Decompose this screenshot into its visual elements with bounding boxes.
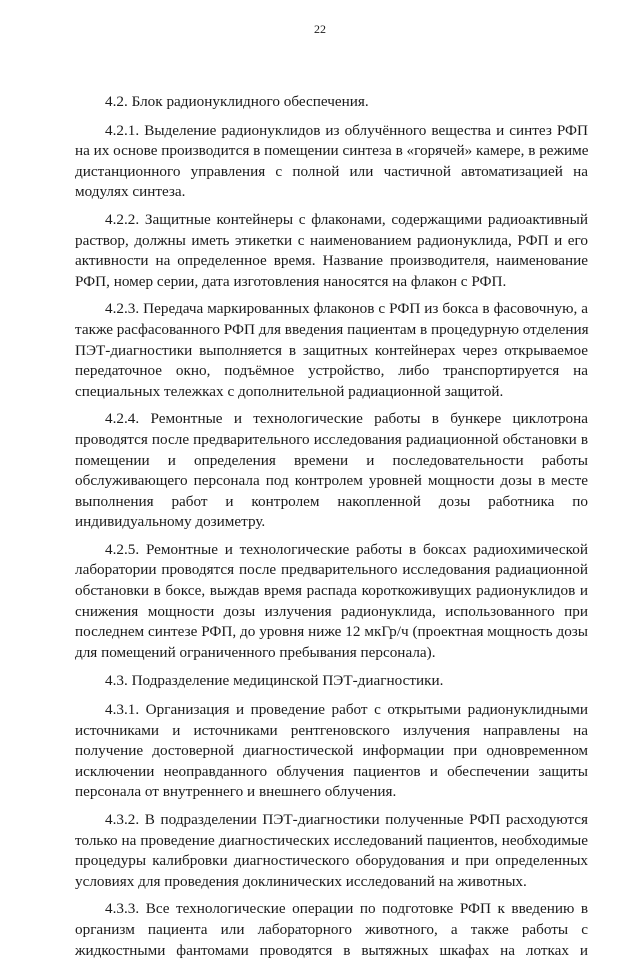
paragraph-4-3-1 — [75, 700, 588, 803]
paragraph-4-2-2 — [75, 210, 588, 292]
text-line: 4.2.3. Передача маркированных флаконов с РФП из бокса в фасовочную, а — [105, 300, 588, 318]
text-line: дистанционного управления с полной или частичной автоматизацией на — [75, 162, 588, 180]
text-line: выполнения работ и контролем накопленной дозы работника по — [75, 492, 588, 510]
text-line: помещении и определения времени и последовательности работы — [75, 451, 588, 469]
text-line: организм пациента или лабораторного животного, а также работы с — [75, 920, 588, 938]
text-line: процедуры калибровки диагностического оборудования и при определенных — [75, 852, 588, 870]
text-line: также расфасованного РФП для введения пациентам в процедурную отделения — [75, 320, 589, 338]
text-line: 4.3.1. Организация и проведение работ с открытыми радионуклидными — [105, 701, 588, 719]
text-line: лаборатории проводятся после предварительного исследования радиационной — [75, 561, 588, 579]
text-line: 4.3. Подразделение медицинской ПЭТ-диагностики. — [105, 672, 444, 690]
text-line: обслуживающего персонала под контролем уровней мощности дозы в месте — [75, 472, 588, 490]
paragraph-4-3-3 — [75, 899, 588, 961]
text-line: 4.2.4. Ремонтные и технологические работы в бункере циклотрона — [105, 410, 588, 428]
text-line: РФП, номер серии, дата изготовления наносятся на флакон с РФП. — [75, 272, 507, 290]
paragraph-4-2-5 — [75, 540, 588, 664]
paragraph-4-3-2 — [75, 810, 588, 892]
text-line: модулях синтеза. — [75, 183, 186, 201]
text-line: последнем синтезе РФП, до уровня ниже 12 мкГр/ч (проектная мощность дозы — [75, 623, 588, 641]
text-line: 4.2. Блок радионуклидного обеспечения. — [105, 93, 369, 110]
text-line: специальных тележках с дополнительной радиационной защитой. — [75, 382, 504, 400]
text-line: активности на определенное время. Название производителя, наименование — [75, 252, 588, 270]
text-line: получение достоверной диагностической информации при одновременном — [75, 742, 588, 760]
text-line: снижения мощности дозы излучения радионуклида, использованного при — [75, 602, 588, 620]
text-line: индивидуальному дозиметру. — [75, 513, 266, 531]
text-line: 4.3.3. Все технологические операции по подготовке РФП к введению в — [105, 900, 588, 918]
heading-4-2 — [75, 92, 588, 113]
paragraph-4-2-4 — [75, 409, 588, 533]
text-line: исключении неоправданного облучения пациентов и обеспечении защиты — [75, 762, 588, 780]
text-line: 4.2.5. Ремонтные и технологические работы в боксах радиохимической — [105, 540, 588, 558]
text-line: для помещений ограниченного пребывания персонала). — [75, 643, 436, 661]
text-line: на их основе производится в помещении синтеза в «горячей» камере, в режиме — [75, 142, 589, 160]
paragraph-4-2-1 — [75, 121, 588, 203]
text-line: персонала от внутреннего и внешнего облучения. — [75, 783, 397, 801]
text-line: ПЭТ-диагностики выполняется в защитных контейнерах через открываемое — [75, 341, 588, 359]
heading-4-3 — [75, 671, 588, 692]
text-line: 4.3.2. В подразделении ПЭТ-диагностики полученные РФП расходуются — [105, 811, 588, 828]
text-line: только на проведение диагностических исследований пациентов, необходимые — [75, 831, 588, 849]
text-line: передаточное окно, подъёмное устройство, либо транспортируется на — [75, 362, 588, 380]
document-body — [75, 92, 588, 961]
text-line: 4.2.1. Выделение радионуклидов из облучённого вещества и синтез РФП — [105, 121, 588, 139]
text-line: источниками и источниками рентгеновского излучения направлены на — [75, 721, 588, 739]
text-line: условиях для проведения доклинических исследований на животных. — [75, 872, 527, 890]
text-line: раствор, должны иметь этикетки с наименованием радионуклида, РФП и его — [75, 231, 588, 249]
text-line: жидкостными фантомами проводятся в вытяжных шкафах на лотках и — [75, 941, 588, 959]
paragraph-4-2-3 — [75, 299, 588, 402]
text-line: проводятся после предварительного исследования радиационной обстановки в — [75, 430, 588, 448]
text-line: 4.2.2. Защитные контейнеры с флаконами, содержащими радиоактивный — [105, 210, 588, 228]
text-line: обстановки в боксе, выждав время распада короткоживущих радионуклидов и — [75, 582, 588, 600]
page-number: 22 — [314, 22, 326, 36]
